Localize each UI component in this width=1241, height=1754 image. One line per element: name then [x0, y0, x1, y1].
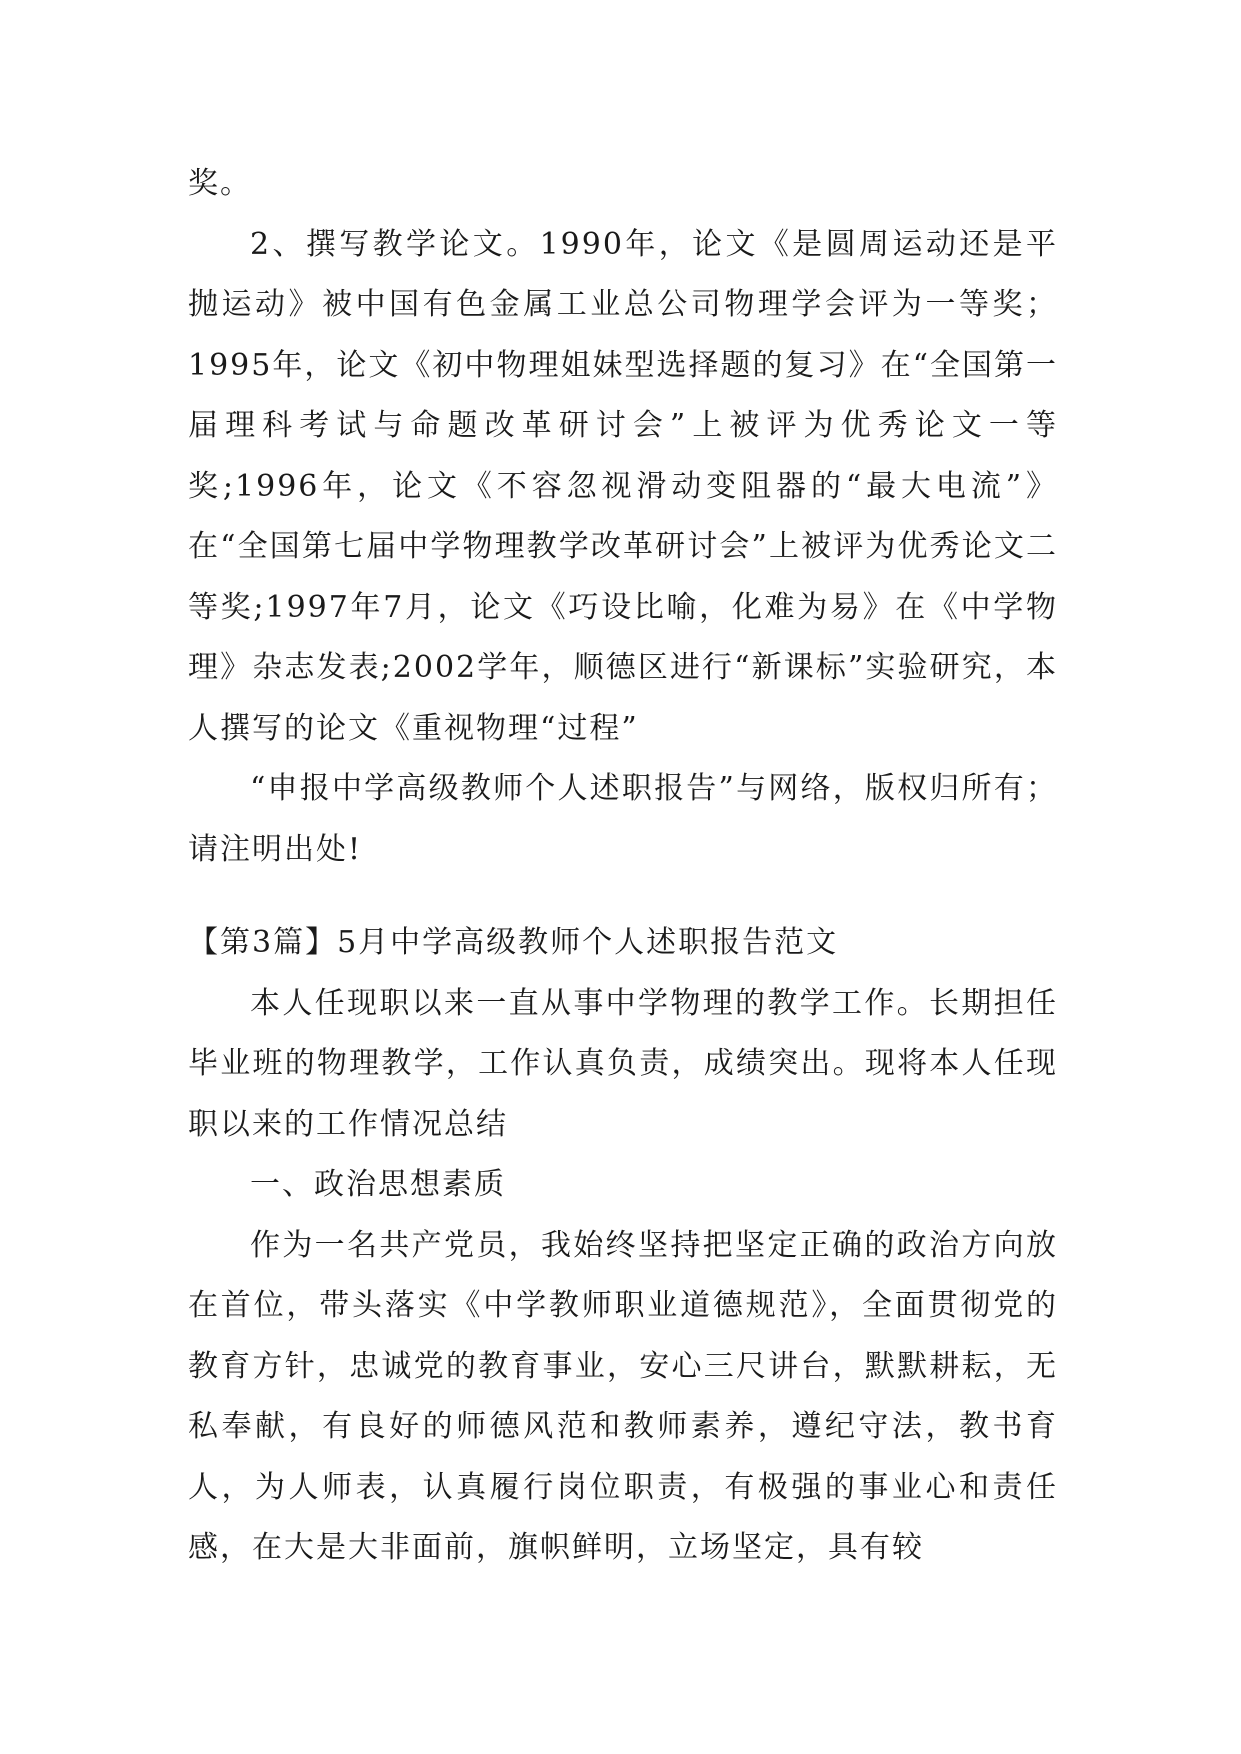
document-body-top — [188, 154, 1058, 880]
document-body-bottom — [188, 913, 1058, 1579]
paragraph-teaching-papers: 2、撰写教学论文。1990年，论文《是圆周运动还是平抛运动》被中国有色金属工业总公司物理学会评为一等奖；1995年，论文《初中物理姐妹型选择题的复习》在“全国第一届理科考试与命题改革研讨会”上被评为优秀论文一等奖;1996年，论文《不容忽视滑动变阻器的“最大电流”》在“全国第七届中学物理教学改革研讨会”上被评为优秀论文二等奖;1997年7月，论文《巧设比喻，化难为易》在《中学物理》杂志发表;2002学年，顺德区进行“新课标”实验研究，本人撰写的论文《重视物理“过程” — [188, 226, 1058, 746]
paragraph-source-notice: “申报中学高级教师个人述职报告”与网络，版权归所有；请注明出处! — [188, 771, 1058, 867]
section-heading: 【第3篇】5月中学高级教师个人述职报告范文 — [188, 925, 839, 960]
paragraph-continuation: 奖。 — [188, 166, 252, 201]
paragraph-politics: 作为一名共产党员，我始终坚持把坚定正确的政治方向放在首位，带头落实《中学教师职业道德规范》，全面贯彻党的教育方针，忠诚党的教育事业，安心三尺讲台，默默耕耘，无私奉献，有良好的师德风范和教师素养，遵纪守法，教书育人，为人师表，认真履行岗位职责，有极强的事业心和责任感，在大是大非面前，旗帜鲜明，立场坚定，具有较 — [188, 1227, 1058, 1565]
subheading-politics: 一、政治思想素质 — [250, 1167, 506, 1202]
paragraph-intro: 本人任现职以来一直从事中学物理的教学工作。长期担任毕业班的物理教学，工作认真负责，成绩突出。现将本人任现职以来的工作情况总结 — [188, 985, 1058, 1142]
